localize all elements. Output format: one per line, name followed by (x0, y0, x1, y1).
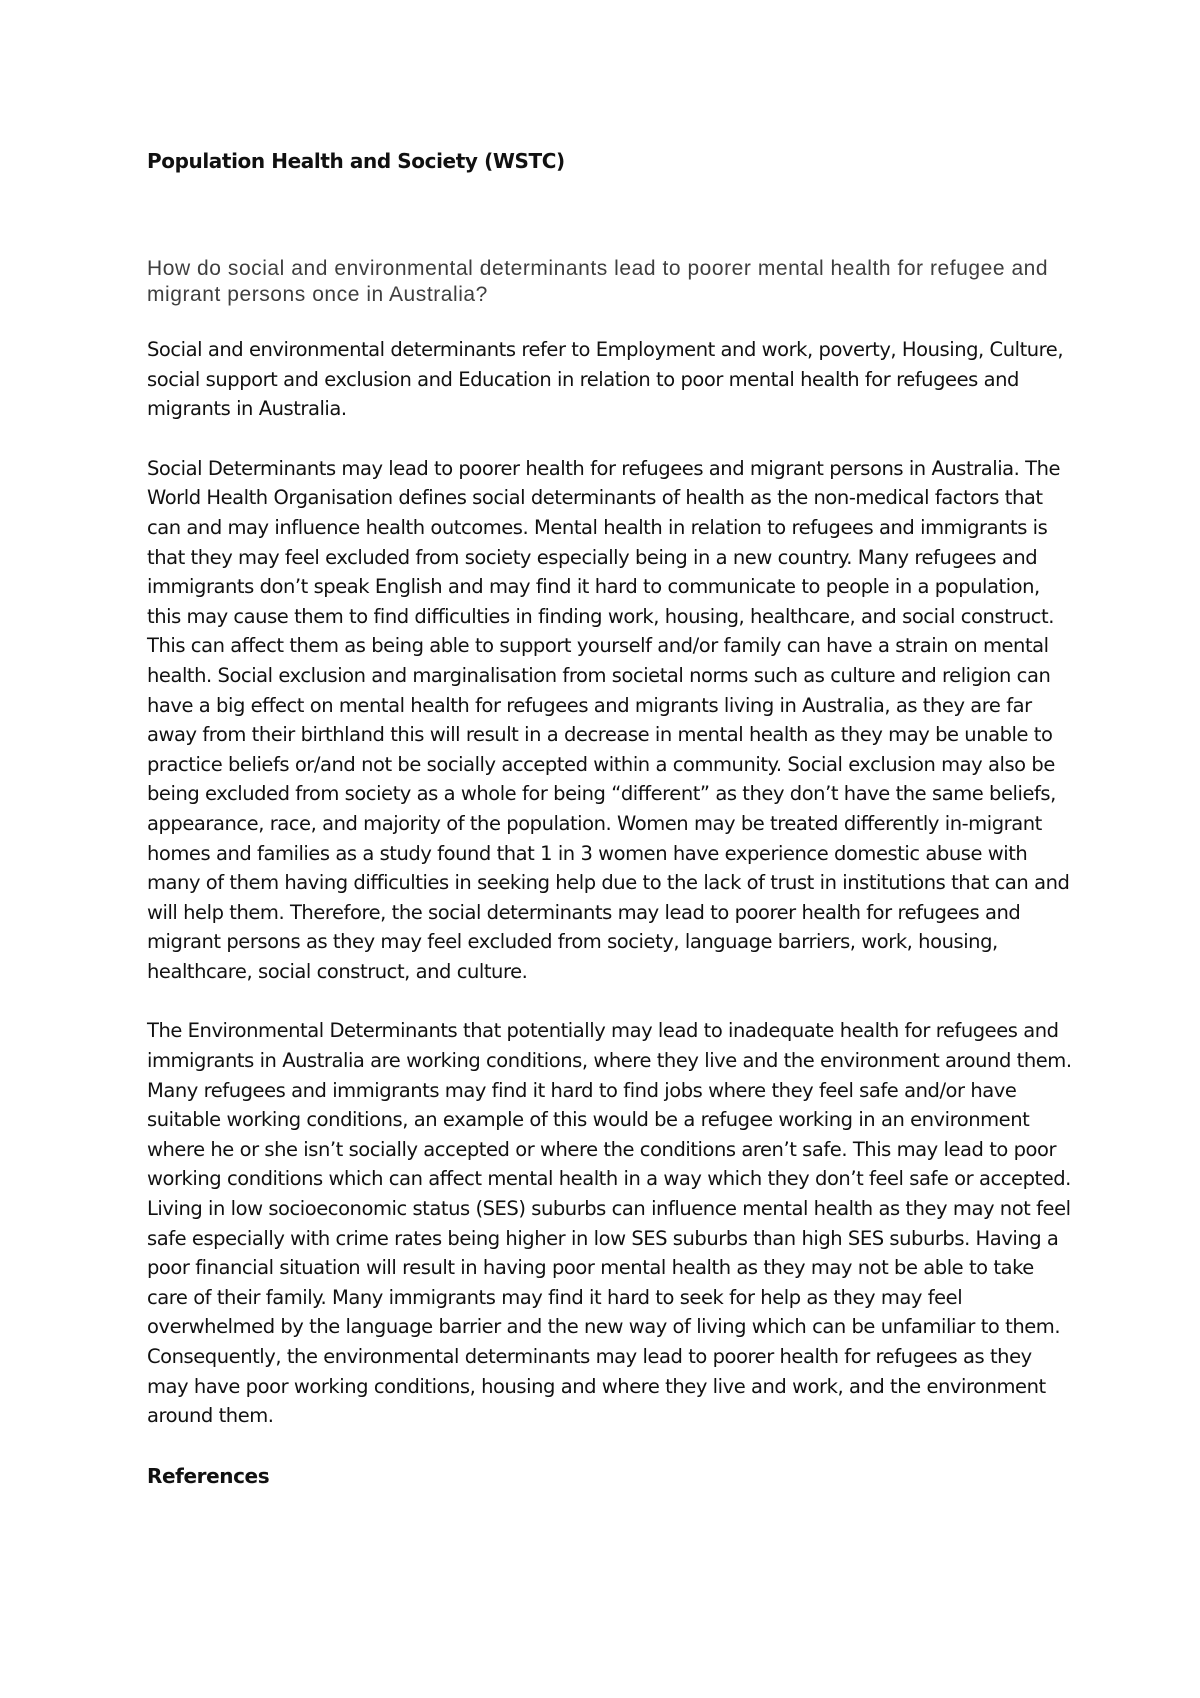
intro-paragraph: Social and environmental determinants refer to Employment and work, poverty, Housing, Culture, social support and exclusion and Education in relation to poor mental health for refugees and migrants in Australia. (147, 338, 1064, 421)
social-determinants-paragraph: Social Determinants may lead to poorer health for refugees and migrant persons in Australia. The World Health Organisation defines social determinants of health as the non-medical factors that can and may influence health outcomes. Mental health in relation to refugees and immigrants is that they may feel excluded from society especially being in a new country. Many refugees and immigrants don’t speak English and may find it hard to communicate to people in a population, this may cause them to find difficulties in finding work, housing, healthcare, and social construct. This can affect them as being able to support yourself and/or family can have a strain on mental health. Social exclusion and marginalisation from societal norms such as culture and religion can have a big effect on mental health for refugees and migrants living in Australia, as they are far away from their birthland this will result in a decrease in mental health as they may be unable to practice beliefs or/and not be socially accepted within a community. Social exclusion may also be being excluded from society as a whole for being “different” as they don’t have the same beliefs, appearance, race, and majority of the population. Women may be treated differently in-migrant homes and families as a study found that 1 in 3 women have experience domestic abuse with many of them having difficulties in seeking help due to the lack of trust in institutions that can and will help them. Therefore, the social determinants may lead to poorer health for refugees and migrant persons as they may feel excluded from society, language barriers, work, housing, healthcare, social construct, and culture. (147, 456, 1070, 983)
references-heading: References (147, 1463, 270, 1488)
essay-question: How do social and environmental determinants lead to poorer mental health for refugee and migrant persons once in Australia? (147, 257, 1049, 306)
environmental-determinants-paragraph: The Environmental Determinants that potentially may lead to inadequate health for refugees and immigrants in Australia are working conditions, where they live and the environment around them. Many refugees and immigrants may find it hard to find jobs where they feel safe and/or have suitable working conditions, an example of this would be a refugee working in an environment where he or she isn’t socially accepted or where the conditions aren’t safe. This may lead to poor working conditions which can affect mental health in a way which they don’t feel safe or accepted. Living in low socioeconomic status (SES) suburbs can influence mental health as they may not feel safe especially with crime rates being higher in low SES suburbs than high SES suburbs. Having a poor financial situation will result in having poor mental health as they may not be able to take care of their family. Many immigrants may find it hard to seek for help as they may feel overwhelmed by the language barrier and the new way of living which can be unfamiliar to them. Consequently, the environmental determinants may lead to poorer health for refugees as they may have poor working conditions, housing and where they live and work, and the environment around them. (147, 1019, 1072, 1428)
document-title: Population Health and Society (WSTC) (147, 149, 565, 173)
document-body (147, 146, 1077, 1491)
